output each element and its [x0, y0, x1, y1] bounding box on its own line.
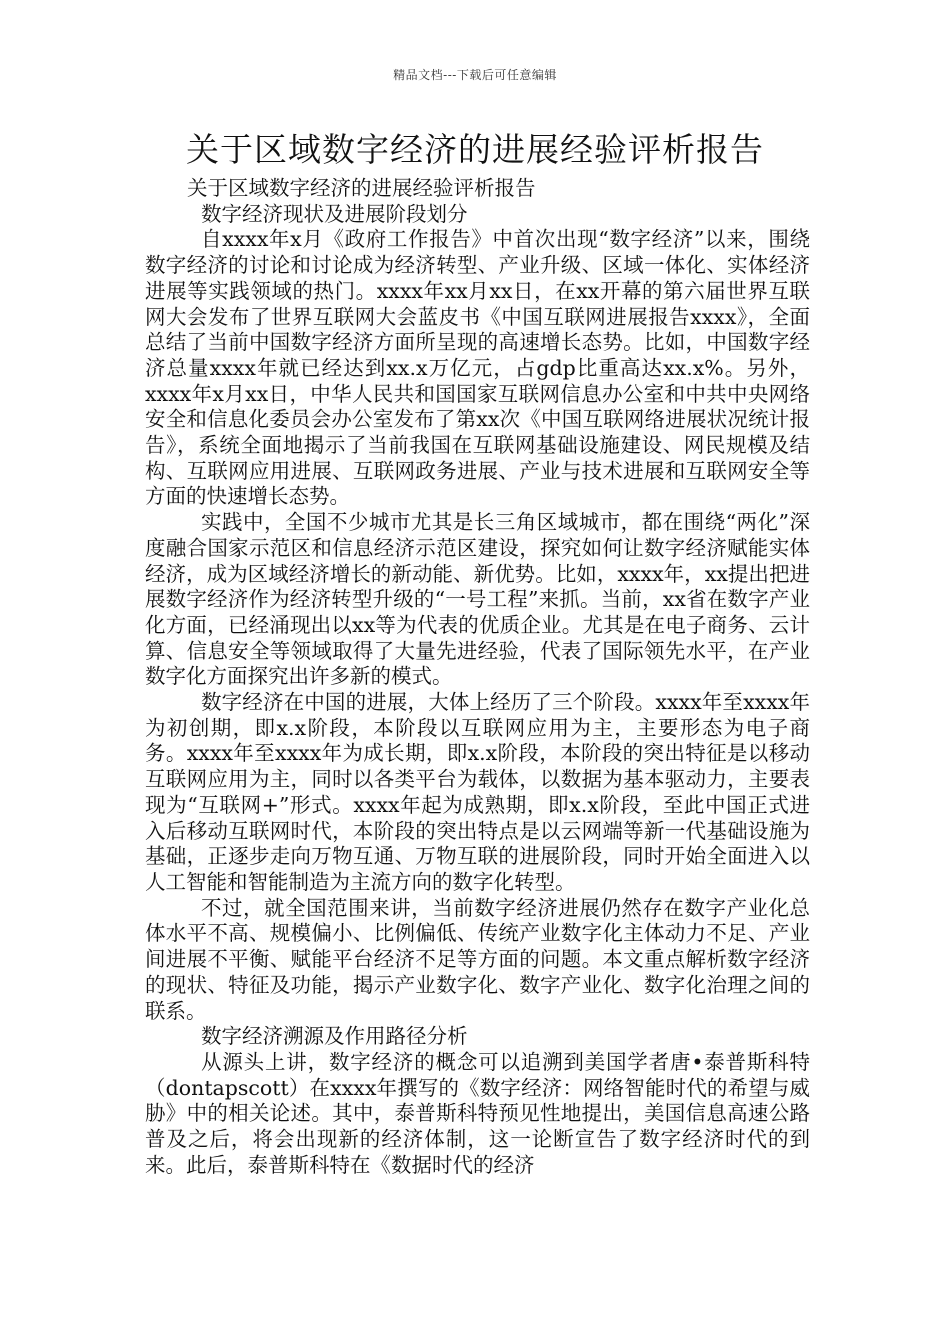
document-title: 关于区域数字经济的进展经验评析报告	[186, 130, 764, 169]
paragraph: 自xxxx年x月《政府工作报告》中首次出现“数字经济”以来，围绕数字经济的讨论和讨论成为经济转型、产业升级、区域一体化、实体经济进展等实践领域的热门。xxxx年xx月xx日，在xx开幕的第六届世界互联网大会发布了世界互联网大会蓝皮书《中国互联网进展报告xxxx》，全面总结了当前中国数字经济方面所呈现的高速增长态势。比如，中国数字经济总量xxxx年就已经达到xx.x万亿元，占gdp比重高达xx.x%。另外，xxxx年x月xx日，中华人民共和国国家互联网信息办公室和中共中央网络安全和信息化委员会办公室发布了第xx次《中国互联网络进展状况统计报告》，系统全面地揭示了当前我国在互联网基础设施建设、网民规模及结构、互联网应用进展、互联网政务进展、产业与技术进展和互联网安全等方面的快速增长态势。	[145, 227, 810, 509]
paragraph: 数字经济在中国的进展，大体上经历了三个阶段。xxxx年至xxxx年为初创期，即x.x阶段，本阶段以互联网应用为主，主要形态为电子商务。xxxx年至xxxx年为成长期，即x.x阶段，本阶段的突出特征是以移动互联网应用为主，同时以各类平台为载体，以数据为基本驱动力，主要表现为“互联网+”形式。xxxx年起为成熟期，即x.x阶段，至此中国正式进入后移动互联网时代，本阶段的突出特点是以云网端等新一代基础设施为基础，正逐步走向万物互通、万物互联的进展阶段，同时开始全面进入以人工智能和智能制造为主流方向的数字化转型。	[145, 690, 810, 894]
document-body	[145, 176, 810, 1178]
header-note: 精品文档---下载后可任意编辑	[393, 68, 557, 82]
document-subtitle: 关于区域数字经济的进展经验评析报告	[187, 176, 536, 200]
paragraph: 实践中，全国不少城市尤其是长三角区域城市，都在围绕“两化”深度融合国家示范区和信息经济示范区建设，探究如何让数字经济赋能实体经济，成为区域经济增长的新动能、新优势。比如，xxxx年，xx提出把进展数字经济作为经济转型升级的“一号工程”来抓。当前，xx省在数字产业化方面，已经涌现出以xx等为代表的优质企业。尤其是在电子商务、云计算、信息安全等领域取得了大量先进经验，代表了国际领先水平，在产业数字化方面探究出许多新的模式。	[145, 510, 810, 689]
section-heading-origin: 数字经济溯源及作用路径分析	[201, 1024, 468, 1049]
paragraph: 不过，就全国范围来讲，当前数字经济进展仍然存在数字产业化总体水平不高、规模偏小、比例偏低、传统产业数字化主体动力不足、产业间进展不平衡、赋能平台经济不足等方面的问题。本文重点解析数字经济的现状、特征及功能，揭示产业数字化、数字产业化、数字化治理之间的联系。	[145, 895, 810, 1023]
section-heading-status: 数字经济现状及进展阶段划分	[201, 201, 468, 226]
paragraph: 从源头上讲，数字经济的概念可以追溯到美国学者唐•泰普斯科特（dontapscott）在xxxx年撰写的《数字经济：网络智能时代的希望与威胁》中的相关论述。其中，泰普斯科特预见性地提出，美国信息高速公路普及之后，将会出现新的经济体制，这一论断宣告了数字经济时代的到来。此后，泰普斯科特在《数据时代的经济	[145, 1049, 810, 1177]
